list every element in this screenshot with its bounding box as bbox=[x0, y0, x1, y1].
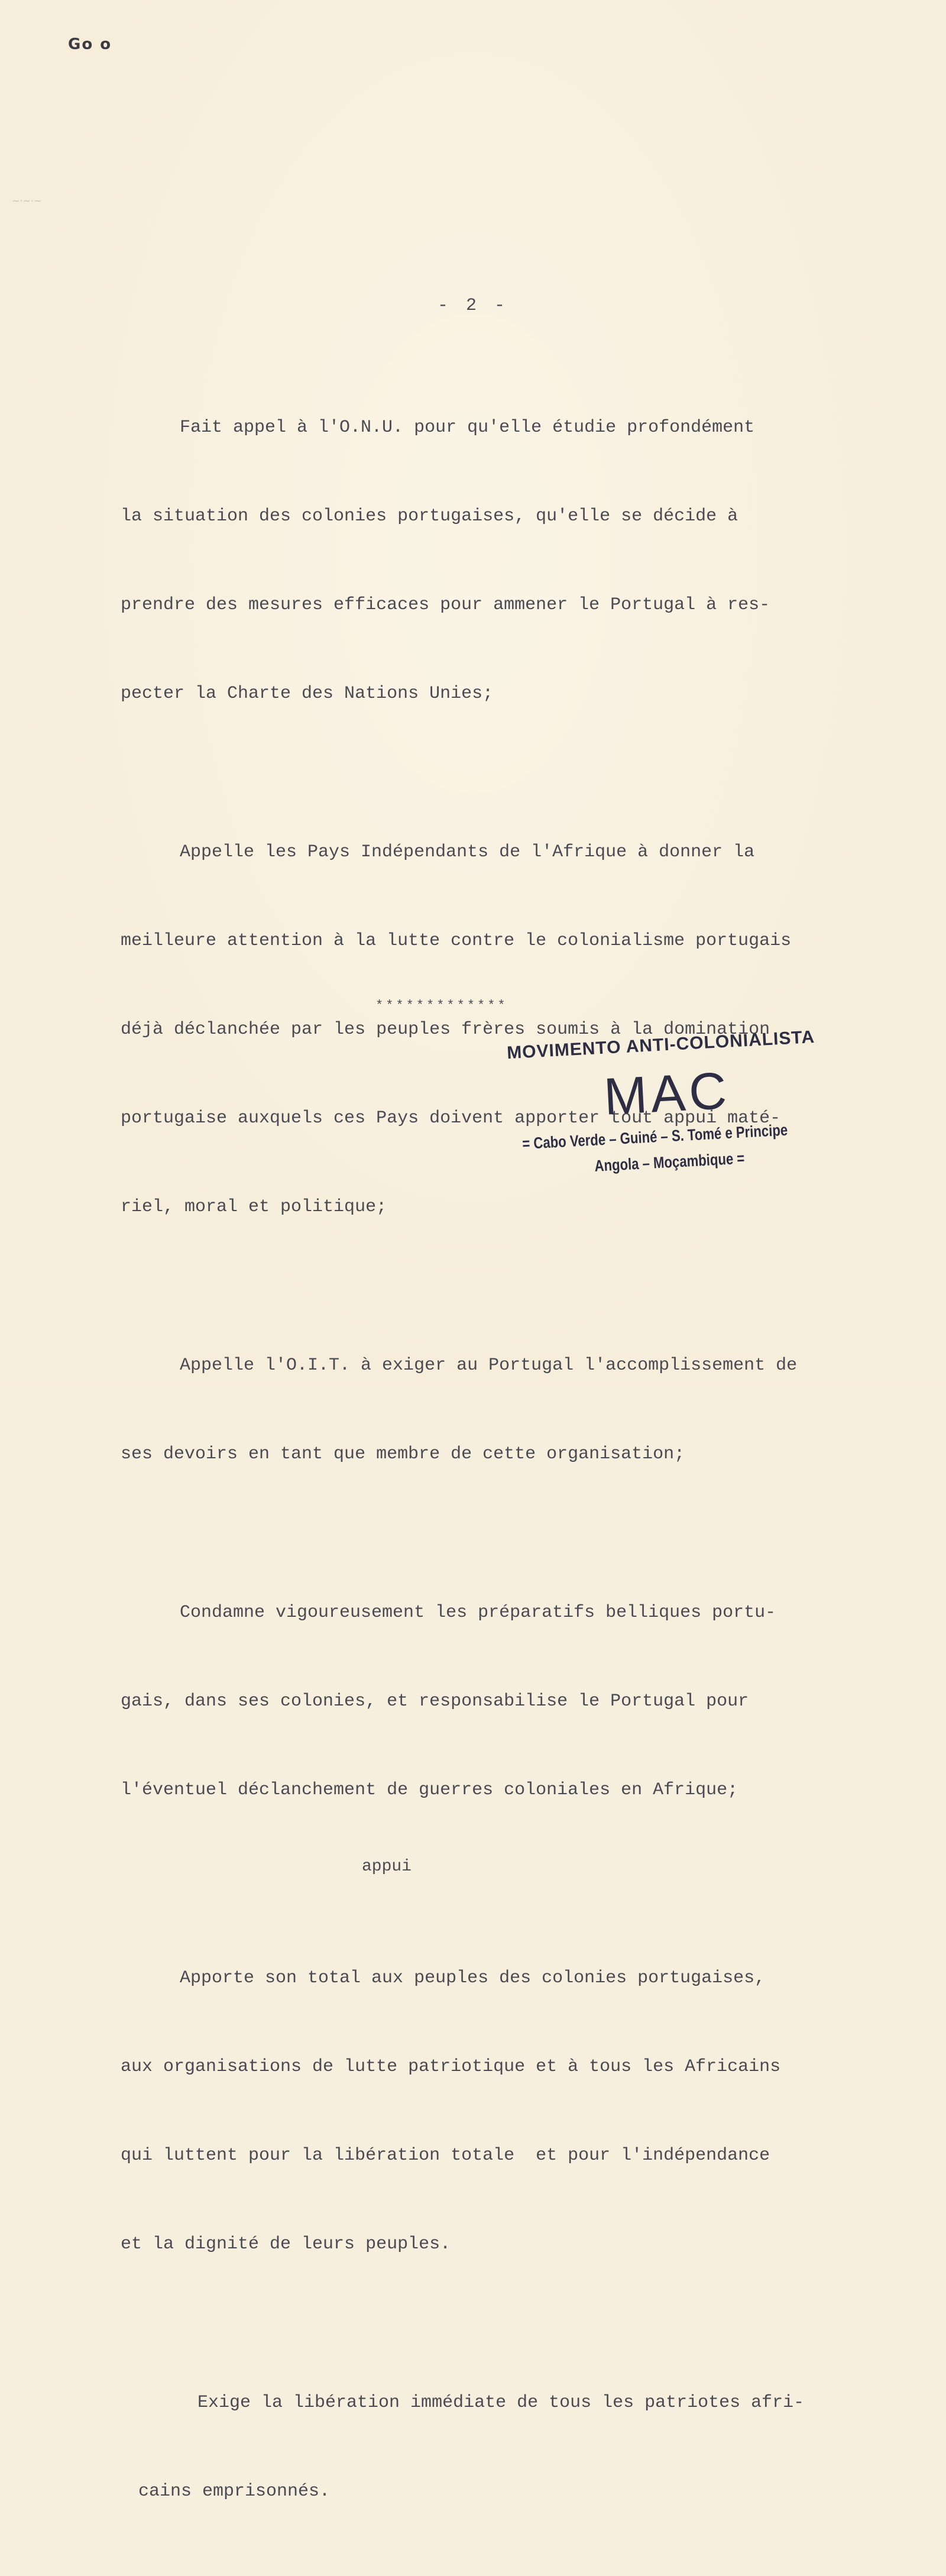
paragraph-exige bbox=[138, 2329, 889, 2565]
page-number: - 2 - bbox=[437, 296, 508, 316]
text-line: Apporte son total aux peuples des colonies portugaises, bbox=[180, 1968, 766, 1988]
text-line: pecter la Charte des Nations Unies; bbox=[121, 684, 494, 704]
text-line: l'éventuel déclanchement de guerres coloniales en Afrique; bbox=[121, 1780, 738, 1800]
stamp-organization-name: MOVIMENTO ANTI-COLONIALISTA bbox=[506, 1027, 815, 1063]
text-line: la situation des colonies portugaises, qu'elle se décide à bbox=[121, 506, 738, 526]
text-line: Exige la libération immédiate de tous les patriotes afri- bbox=[197, 2393, 805, 2413]
organization-stamp bbox=[506, 1014, 832, 1190]
text-line: qui luttent pour la libération totale et pour l'indépendance bbox=[121, 2145, 770, 2166]
text-line: déjà déclanchée par les peuples frères soumis à la domination bbox=[121, 1020, 770, 1040]
text-line: Appelle les Pays Indépendants de l'Afrique à donner la bbox=[180, 842, 755, 862]
text-line: Appelle l'O.I.T. à exiger au Portugal l'accomplissement de bbox=[180, 1355, 798, 1376]
separator-asterisks: ************* bbox=[375, 998, 508, 1013]
paragraph-condamne bbox=[121, 1539, 889, 1864]
text-line: Condamne vigoureusement les préparatifs belliques portu- bbox=[180, 1603, 776, 1623]
text-line: Fait appel à l'O.N.U. pour qu'elle étudie profondément bbox=[180, 418, 755, 438]
text-line: prendre des mesures efficaces pour ammener le Portugal à res- bbox=[121, 595, 770, 615]
document-body bbox=[121, 354, 889, 2576]
text-line: gais, dans ses colonies, et responsabilise le Portugal pour bbox=[121, 1691, 749, 1711]
ink-smudge: ~·~·~ bbox=[12, 195, 42, 206]
corner-mark: Go o bbox=[68, 35, 112, 53]
paragraph-oit bbox=[121, 1292, 889, 1528]
paragraph-onu bbox=[121, 354, 889, 768]
text-line: et la dignité de leurs peuples. bbox=[121, 2234, 451, 2254]
stamp-territories-line1: = Cabo Verde – Guiné – S. Tomé e Principe bbox=[521, 1121, 788, 1153]
text-line: ses devoirs en tant que membre de cette organisation; bbox=[121, 1444, 685, 1464]
stamp-acronym: MAC bbox=[602, 1060, 732, 1126]
text-line: aux organisations de lutte patriotique et à tous les Africains bbox=[121, 2057, 781, 2077]
insertion-word: appui bbox=[362, 1857, 412, 1876]
stamp-territories-line2: Angola – Moçambique = bbox=[594, 1149, 746, 1175]
text-line: meilleure attention à la lutte contre le colonialisme portugais bbox=[121, 931, 792, 951]
text-line: riel, moral et politique; bbox=[121, 1197, 387, 1217]
text-line: portugaise auxquels ces Pays doivent apporter tout appui maté- bbox=[121, 1108, 781, 1128]
text-line: cains emprisonnés. bbox=[138, 2481, 331, 2501]
paragraph-apporte bbox=[121, 1857, 889, 2318]
